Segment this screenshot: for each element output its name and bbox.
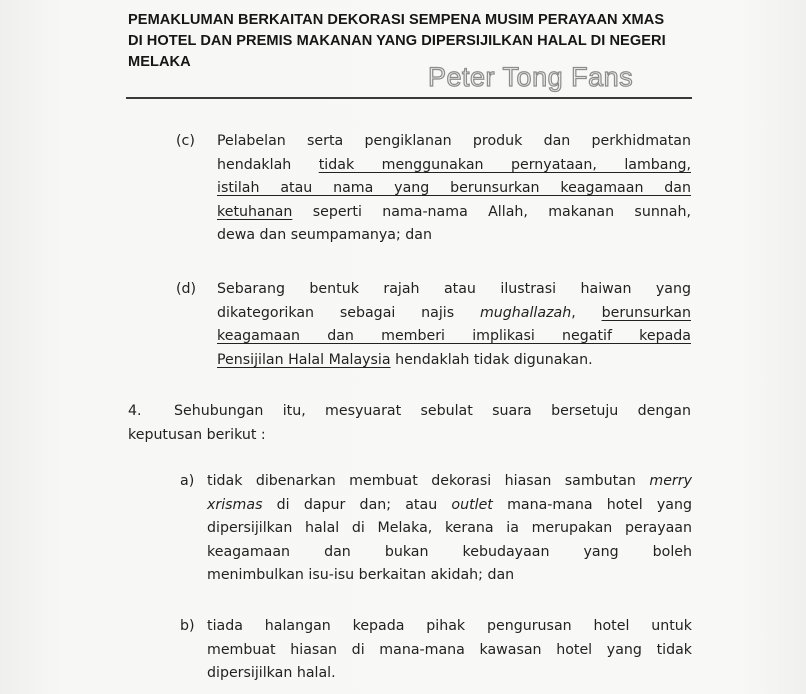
item-d-marker: (d) bbox=[176, 281, 197, 297]
item-a bbox=[207, 470, 692, 588]
item-a-line: dipersijilkan halal di Melaka, kerana ia merupakan perayaan bbox=[207, 520, 692, 537]
title-line: MELAKA bbox=[128, 54, 191, 70]
item-c-marker: (c) bbox=[176, 133, 195, 149]
item-b-marker: b) bbox=[180, 618, 195, 634]
para-4-line: Sehubungan itu, mesyuarat sebulat suara bersetuju dengan bbox=[174, 403, 691, 419]
item-d-line bbox=[217, 325, 691, 349]
item-d-line: Pensijilan Halal Malaysia hendaklah tidak digunakan. bbox=[217, 351, 593, 368]
underlined-text: keagamaan dan memberi implikasi negatif kepada bbox=[217, 328, 691, 345]
item-a-line: tidak dibenarkan membuat dekorasi hiasan sambutan merry bbox=[207, 473, 692, 489]
underlined-text: tidak menggunakan pernyataan, lambang, bbox=[318, 156, 691, 173]
underlined-text: ketuhanan bbox=[217, 203, 293, 220]
para-4-number: 4. bbox=[128, 403, 142, 419]
item-c bbox=[217, 130, 691, 248]
item-a-line: menimbulkan isu-isu berkaitan akidah; dan bbox=[207, 567, 515, 584]
item-d-line: dikategorikan sebagai najis mughallazah, berunsurkan bbox=[217, 304, 691, 321]
item-b bbox=[207, 615, 692, 686]
item-c-line: ketuhanan seperti nama-nama Allah, makanan sunnah, bbox=[217, 203, 691, 220]
para-4 bbox=[174, 400, 691, 424]
underlined-text: berunsurkan bbox=[601, 304, 691, 321]
para-4-line: keputusan berikut : bbox=[128, 427, 266, 443]
item-b-line: dipersijilkan halal. bbox=[207, 665, 336, 682]
title-line: PEMAKLUMAN BERKAITAN DEKORASI SEMPENA MUSIM PERAYAAN XMAS bbox=[128, 12, 665, 28]
item-c-line: dewa dan seumpamanya; dan bbox=[217, 227, 432, 244]
item-a-line: keagamaan dan bukan kebudayaan yang boleh bbox=[207, 543, 692, 560]
title-line: DI HOTEL DAN PREMIS MAKANAN YANG DIPERSIJILKAN HALAL DI NEGERI bbox=[128, 33, 666, 49]
item-d bbox=[217, 278, 691, 372]
item-c-line bbox=[217, 177, 691, 201]
para-4-cont bbox=[128, 424, 691, 448]
title-divider bbox=[126, 97, 692, 99]
item-a-marker: a) bbox=[180, 473, 195, 489]
item-b-line: membuat hiasan di mana-mana kawasan hotel yang tidak bbox=[207, 641, 692, 658]
item-c-line: hendaklah tidak menggunakan pernyataan, lambang, bbox=[217, 156, 691, 173]
underlined-text: Pensijilan Halal Malaysia bbox=[217, 351, 391, 368]
watermark: Peter Tong Fans bbox=[428, 62, 634, 92]
item-a-line: xrismas di dapur dan; atau outlet mana-mana hotel yang bbox=[207, 496, 692, 513]
item-b-line: tiada halangan kepada pihak pengurusan hotel untuk bbox=[207, 618, 692, 634]
item-c-line: Pelabelan serta pengiklanan produk dan perkhidmatan bbox=[217, 133, 691, 149]
item-d-line: Sebarang bentuk rajah atau ilustrasi haiwan yang bbox=[217, 281, 691, 297]
underlined-text: istilah atau nama yang berunsurkan keagamaan dan bbox=[217, 180, 691, 197]
